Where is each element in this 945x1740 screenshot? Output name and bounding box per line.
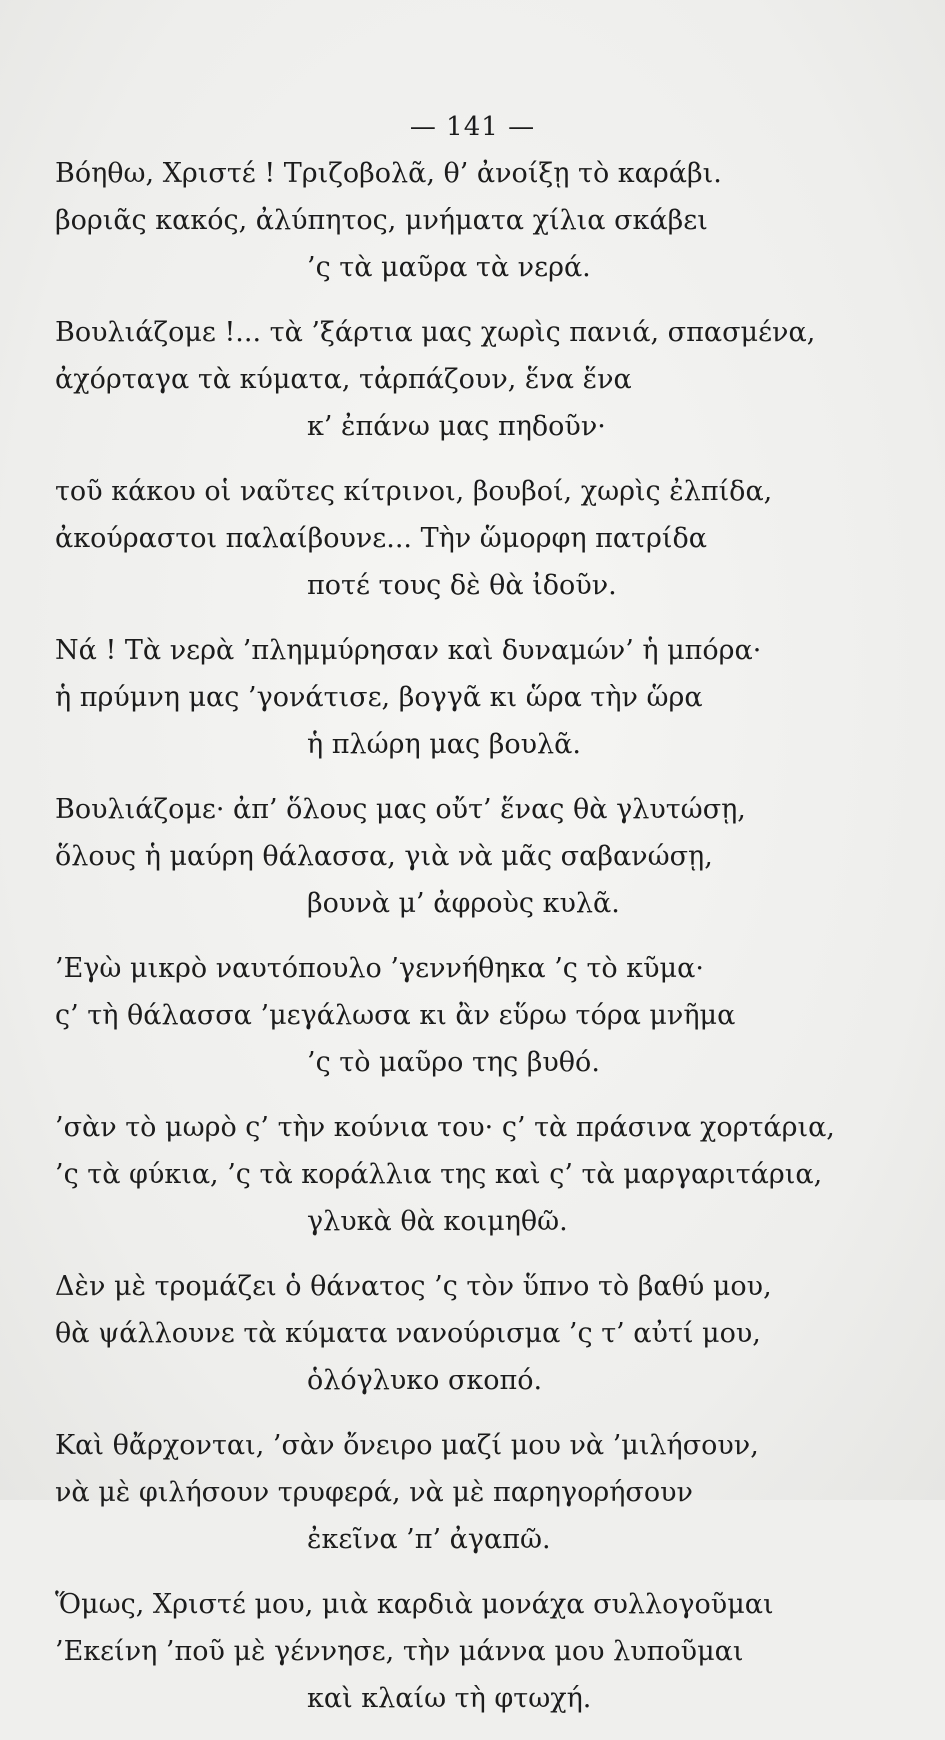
poem-line: ’ς τὰ φύκια, ’ς τὰ κοράλλια της καὶ ς’ τὰ μαργαριτάρια,	[55, 1159, 823, 1190]
poem	[55, 150, 835, 1740]
stanza	[55, 1104, 835, 1245]
poem-line: ς’ τὴ θάλασσα ’μεγάλωσα κι ἂν εὕρω τόρα μνῆμα	[55, 1000, 736, 1031]
stanza	[55, 1581, 815, 1722]
poem-line: νὰ μὲ φιλήσουν τρυφερά, νὰ μὲ παρηγορήσουν	[55, 1477, 693, 1508]
poem-line: τοῦ κάκου οἱ ναῦτες κίτρινοι, βουβοί, χωρὶς ἐλπίδα,	[55, 476, 773, 507]
stanza	[55, 627, 815, 768]
stanza	[55, 468, 815, 609]
poem-line-refrain: κ’ ἐπάνω μας πηδοῦν·	[307, 411, 606, 442]
poem-line: ἀκούραστοι παλαίβουνε... Τὴν ὥμορφη πατρίδα	[55, 523, 707, 554]
stanza	[55, 786, 815, 927]
poem-line: ’σὰν τὸ μωρὸ ς’ τὴν κούνια του· ς’ τὰ πράσινα χορτάρια,	[55, 1112, 835, 1143]
poem-line-refrain: καὶ κλαίω τὴ φτωχή.	[307, 1683, 592, 1714]
poem-line-refrain: ὁλόγλυκο σκοπό.	[307, 1365, 543, 1396]
poem-line: Ὅμως, Χριστέ μου, μιὰ καρδιὰ μονάχα συλλογοῦμαι	[55, 1589, 774, 1620]
stanza	[55, 1263, 815, 1404]
poem-line: Δὲν μὲ τρομάζει ὁ θάνατος ’ς τὸν ὕπνο τὸ βαθύ μου,	[55, 1271, 772, 1302]
poem-line-refrain: ἐκεῖνα ’π’ ἀγαπῶ.	[307, 1524, 551, 1555]
stanza	[55, 945, 815, 1086]
poem-line-refrain: ἡ πλώρη μας βουλᾶ.	[307, 729, 581, 760]
page-number: — 141 —	[409, 112, 536, 142]
stanza	[55, 1422, 815, 1563]
poem-line: Βουλιάζομε· ἀπ’ ὅλους μας οὔτ’ ἕνας θὰ γλυτώσῃ,	[55, 794, 746, 825]
stanza	[55, 150, 815, 291]
poem-line: ὅλους ἡ μαύρη θάλασσα, γιὰ νὰ μᾶς σαβανώσῃ,	[55, 841, 713, 872]
poem-line-refrain: ποτέ τους δὲ θὰ ἰδοῦν.	[307, 570, 617, 601]
poem-line: ἡ πρύμνη μας ’γονάτισε, βογγᾶ κι ὥρα τὴν ὥρα	[55, 682, 703, 713]
poem-line: ’Εκείνη ’ποῦ μὲ γέννησε, τὴν μάννα μου λυποῦμαι	[55, 1636, 744, 1667]
poem-line: ’Εγὼ μικρὸ ναυτόπουλο ’γεννήθηκα ’ς τὸ κῦμα·	[55, 953, 704, 984]
poem-line: Καὶ θἄρχονται, ’σὰν ὄνειρο μαζί μου νὰ ’μιλήσουν,	[55, 1430, 759, 1461]
poem-line: Βουλιάζομε !... τὰ ’ξάρτια μας χωρὶς πανιά, σπασμένα,	[55, 317, 816, 348]
poem-line: βοριᾶς κακός, ἀλύπητος, μνήματα χίλια σκάβει	[55, 205, 708, 236]
poem-line-refrain: γλυκὰ θὰ κοιμηθῶ.	[307, 1206, 568, 1237]
poem-line-refrain: βουνὰ μ’ ἀφροὺς κυλᾶ.	[307, 888, 620, 919]
stanza	[55, 309, 815, 450]
poem-line: Βόηθω, Χριστέ ! Τριζοβολᾶ, θ’ ἀνοίξῃ τὸ καράβι.	[55, 158, 722, 189]
poem-line: θὰ ψάλλουνε τὰ κύματα νανούρισμα ’ς τ’ αὐτί μου,	[55, 1318, 761, 1349]
poem-line-refrain: ’ς τὰ μαῦρα τὰ νερά.	[307, 252, 591, 283]
poem-line-refrain: ’ς τὸ μαῦρο της βυθό.	[307, 1047, 600, 1078]
poem-line: ἀχόρταγα τὰ κύματα, τἀρπάζουν, ἕνα ἕνα	[55, 364, 632, 395]
poem-line: Νά ! Τὰ νερὰ ’πλημμύρησαν καὶ δυναμών’ ἡ μπόρα·	[55, 635, 762, 666]
